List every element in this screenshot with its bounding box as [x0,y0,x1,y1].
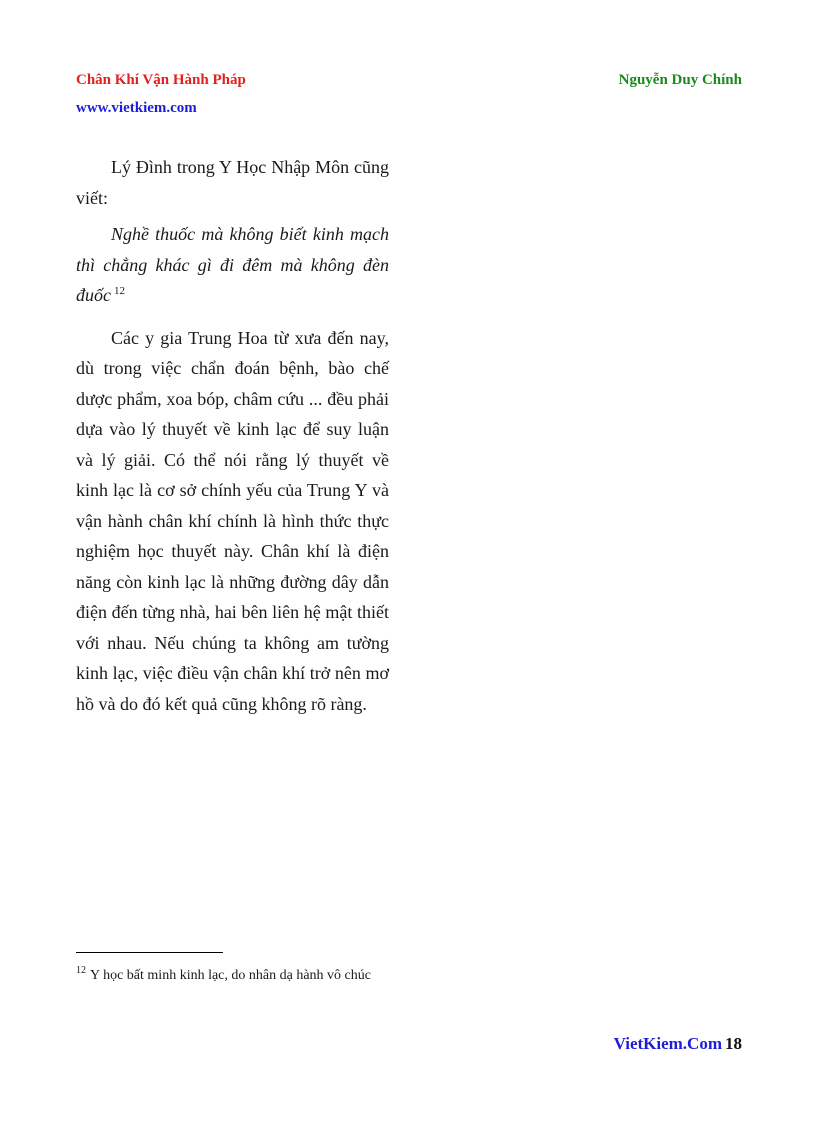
footnote-reference[interactable]: 12 [114,285,125,297]
footnote-divider [76,952,223,953]
quote-text: Nghề thuốc mà không biết kinh mạch thì chẳng khác gì đi đêm mà không đèn đuốc [76,224,389,305]
website-link[interactable]: www.vietkiem.com [76,100,197,116]
footnote [76,965,371,984]
book-title: Chân Khí Vận Hành Pháp [76,72,246,88]
main-paragraph: Các y gia Trung Hoa từ xưa đến nay, dù trong việc chẩn đoán bệnh, bào chế dược phẩm, xoa bóp, châm cứu ... đều phải dựa vào lý thuyết về kinh lạc để suy luận và lý giải. Có thể nói rằng lý thuyết về kinh lạc là cơ sở chính yếu của Trung Y và vận hành chân khí chính là hình thức thực nghiệm học thuyết này. Chân khí là điện năng còn kinh lạc là những đường dây dẫn điện đến từng nhà, hai bên liên hệ mật thiết với nhau. Nếu chúng ta không am tường kinh lạc, việc điều vận chân khí trở nên mơ hồ và do đó kết quả cũng không rõ ràng. [76,327,389,714]
intro-line: Lý Đình trong Y Học Nhập Môn cũng viết: [76,157,389,208]
body-text [76,152,389,719]
footnote-text: Y học bất minh kinh lạc, do nhân dạ hành vô chúc [90,968,371,983]
page-number: 18 [725,1034,742,1053]
quote-paragraph [76,219,389,311]
footnote-number: 12 [76,965,86,977]
author-name: Nguyễn Duy Chính [618,72,742,88]
footer-site-name[interactable]: VietKiem.Com [613,1034,722,1053]
